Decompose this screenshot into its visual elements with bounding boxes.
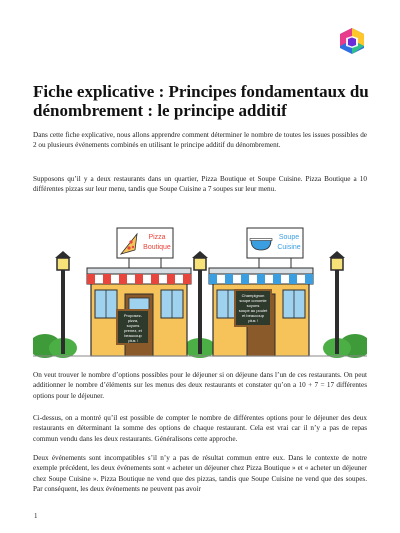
- svg-text:Boutique: Boutique: [143, 244, 171, 251]
- svg-text:pizza,: pizza,: [127, 318, 139, 323]
- svg-text:beaucoup: beaucoup: [124, 333, 142, 338]
- page-title: Fiche explicative : Principes fondamentaux du dénombrement : le principe additif: [33, 82, 369, 120]
- pizza-menu-board: [117, 310, 149, 344]
- svg-text:plus !: plus !: [248, 318, 258, 323]
- svg-text:Champignon: Champignon: [241, 293, 265, 298]
- svg-text:Pizza: Pizza: [148, 234, 166, 241]
- brand-logo-icon: [336, 26, 368, 56]
- paragraph-intro: Dans cette fiche explicative, nous allons apprendre comment déterminer le nombre de toutes les issues possibles de 2 ou plusieurs événements combinés en utilisant le principe additif du dénombrement.: [33, 131, 367, 150]
- paragraph-example: Supposons qu’il y a deux restaurants dans un quartier, Pizza Boutique et Soupe Cuisine. Pizza Boutique a 10 différentes pizzas sur leur menu, tandis que Soupe Cuisine a 7 soupes sur leur menu.: [33, 175, 367, 194]
- soup-sign: [247, 228, 303, 268]
- svg-text:Proposez-: Proposez-: [123, 313, 143, 318]
- svg-text:plus !: plus !: [128, 338, 138, 343]
- soup-awning: [209, 274, 313, 284]
- svg-text:soyons: soyons: [246, 303, 260, 308]
- svg-text:Soupe: Soupe: [278, 234, 300, 241]
- svg-text:soyons: soyons: [126, 323, 140, 328]
- page-number: 1: [34, 512, 38, 520]
- paragraph-sum: On veut trouver le nombre d’options possibles pour le déjeuner si on déjeune dans l’un de ces restaurants. On peut additionner le nombre d’éléments sur les menus des deux restaurants et constater qu’on a 10 + 7 = 17 différentes options pour le déjeuner.: [33, 371, 367, 400]
- svg-text:prenez, et: prenez, et: [124, 328, 142, 333]
- pizza-sign: [117, 228, 173, 268]
- lamp-post-middle: [192, 251, 208, 354]
- paragraph-generalize: Ci-dessus, on a montré qu’il est possible de compter le nombre de différentes options pour le déjeuner des deux restaurants en déterminant la somme des options de chaque restaurant. Cela est vrai car il n’y a pas de repas commun vendu dans les deux restaurants. Généralisons cette approche.: [33, 414, 367, 443]
- pizza-awning: [87, 274, 191, 284]
- pizza-boutique-shop: [87, 228, 191, 356]
- soup-menu-board: [235, 290, 271, 326]
- soupe-cuisine-shop: [209, 228, 313, 356]
- restaurants-illustration: [33, 218, 367, 358]
- svg-text:et beaucoup: et beaucoup: [241, 313, 265, 318]
- svg-text:soupe conomie: soupe conomie: [239, 298, 267, 303]
- paragraph-incompatible: Deux événements sont incompatibles s’il n’y a pas de résultat commun entre eux. Dans le contexte de notre exemple précédent, les deux événements sont « acheter un déjeuner chez Pizza Boutique » et « acheter un déjeuner chez Soupe Cuisine ». Pizza Boutique ne vend que des pizzas, tandis que Soupe Cuisine ne vend que des soupes. Par conséquent, les deux événements ne peuvent pas avoir: [33, 454, 367, 494]
- svg-text:soupe au poulet: soupe au poulet: [238, 308, 268, 313]
- svg-text:Cuisine: Cuisine: [277, 244, 301, 251]
